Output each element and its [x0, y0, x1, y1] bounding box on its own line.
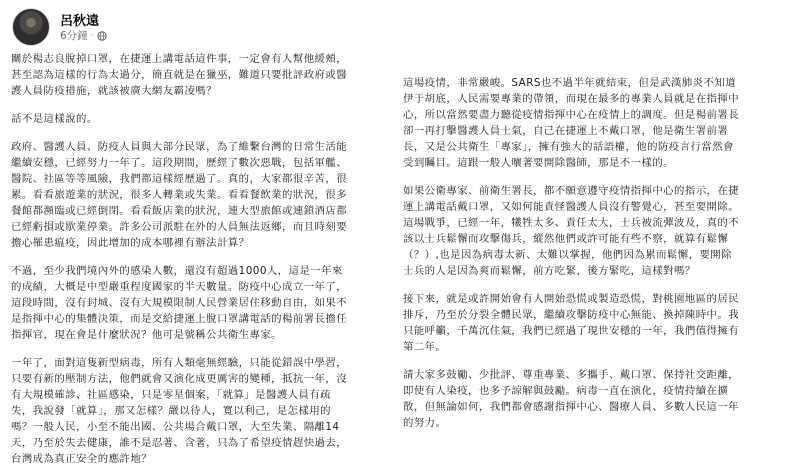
post-text-line: （？）,也是因為病毒太新、太難以掌握，他們因為累而鬆懈，要開除: [403, 249, 732, 261]
post-text-line: 繼續安穩，已經努力一年了。這段期間，歷經了數次惡戰，包括軍艦、: [11, 157, 348, 169]
paragraph-gap: [403, 171, 787, 183]
post-text-line: 天，乃至於失去健康，誰不是忍著、含著，只為了希望疫情趕快過去，: [11, 437, 348, 449]
globe-icon: [97, 31, 107, 41]
post-text-line: 第二年。: [403, 341, 447, 353]
post-paragraph: [11, 51, 387, 99]
paragraph-gap: [403, 355, 787, 367]
post-text-line: 散，但無論如何，我們都會感謝指揮中心、醫療人員、多數人民這一年: [403, 401, 740, 413]
post-text-line: 運上講電話戴口罩，又如何能責怪醫護人員沒有警覺心，甚至要開除。: [403, 201, 740, 213]
post-paragraph: [403, 291, 787, 355]
post-text-line: 是指揮中心的集體決策，而是交給捷運上脫口罩講電話的楊前署長擔任: [11, 313, 348, 325]
post-text-line: 這段時間，沒有封城、沒有大規模限制人民營業居住移動自由，如果不: [11, 297, 348, 309]
post-text-line: 伊于胡底，人民需要專業的帶領，而現在最多的專業人員就是在指揮中: [403, 93, 740, 105]
post-text-line: 政府、醫護人員、防疫人員與大部分民眾，為了維繫台灣的日常生活能: [11, 141, 348, 153]
post-text-line: 台灣成為真正安全的應許地？: [11, 453, 152, 465]
post-paragraph: [11, 139, 387, 251]
author-name[interactable]: 呂秋遠: [60, 14, 100, 29]
post-body-left-column: [11, 51, 387, 467]
post-header: [12, 8, 372, 48]
post-body-right-column: [403, 75, 787, 431]
post-text-line: 這場疫情，非常嚴峻。SARS也不過半年就結束，但是武漢肺炎不知道: [403, 77, 737, 89]
post-text-line: 該以士兵鬆懈而攻擊傷兵，縱然他們或許可能有些不察，就算有鬆懈: [403, 233, 729, 245]
post-text-line: 護人員防疫措施，就該被廣大網友霸凌嗎？: [11, 85, 217, 97]
paragraph-gap: [11, 343, 387, 355]
post-text-line: 話不是這樣說的。: [11, 113, 98, 125]
post-text-line: 指揮官，現在會是什麼狀況？他可是號稱公共衛生專家。: [11, 329, 283, 341]
post-text-line: 排斥，乃至於分裂全體民眾，繼續攻擊防疫中心無能、換掉陳時中。我: [403, 309, 740, 321]
post-paragraph: [11, 111, 387, 127]
post-text-line: 只要有新的壓制方法，他們就會又演化成更厲害的變種，抵抗一年，沒: [11, 373, 348, 385]
paragraph-gap: [11, 127, 387, 139]
paragraph-gap: [403, 279, 787, 291]
post-text-line: 接下來，就是或許開始會有人開始恐慌或製造恐慌，對桃園地區的居民: [403, 293, 740, 305]
post-text-line: 士兵的人是因為爽而鬆懈，前方吃緊，後方緊吃，這樣對嗎？: [403, 265, 696, 277]
post-paragraph: [11, 355, 387, 467]
post-text-line: 累。看看旅遊業的狀況，很多人轉業或失業。看看餐飲業的狀況，很多: [11, 189, 348, 201]
post-timestamp[interactable]: 6分鐘: [60, 30, 88, 42]
post-text-line: 的成績，大概是中型嚴重程度國家的半天數量。防疫中心成立一年了，: [11, 281, 348, 293]
post-meta: [60, 28, 107, 43]
post-text-line: 的努力。: [403, 417, 447, 429]
post-text-line: 一年了，面對這隻新型病毒，所有人類毫無經驗，只能從錯誤中學習，: [11, 357, 348, 369]
paragraph-gap: [11, 251, 387, 263]
post-paragraph: [11, 263, 387, 343]
post-text-line: 失，我說發「就算」，那又怎樣？嚴以待人，寬以利己，是怎樣用的: [11, 405, 332, 417]
avatar[interactable]: [12, 8, 50, 46]
post-text-line: 長，又是公共衛生「專家」，擁有強大的話語權，他的防疫言行當然會: [403, 141, 734, 153]
post-text-line: 關於楊志良脫掉口罩，在捷運上講電話這件事，一定會有人幫他緩頰，: [11, 53, 348, 65]
post-text-line: 已經虧損或歇業停業。許多公司派駐在外的人員無法返鄉，而且時刻要: [11, 221, 348, 233]
post-text-line: 這場戰爭，已經一年，犧牲太多、責任太大，士兵被流彈波及，真的不: [403, 217, 740, 229]
post-text-line: 卻一再打擊醫護人員士氣，自己在捷運上不戴口罩，他是衛生署前署: [403, 125, 729, 137]
post-text-line: 餐館都瀕臨或已經倒閉。看看飯店業的狀況，連大型旅館或連鎖酒店都: [11, 205, 348, 217]
post-text-line: 醫院、社區等等風險，我們都這樣經歷過了。真的，大家都很辛苦，很: [11, 173, 348, 185]
post-text-line: 受到矚目。這跟一般人嚷著要開除醫師，那是不一樣的。: [403, 157, 675, 169]
post-text-line: 擔心罹患瘟疫，因此增加的成本哪裡有辦法計算？: [11, 237, 250, 249]
post-text-line: 甚至認為這樣的行為太過分，簡直就是在獵巫，難道只要批評政府或醫: [11, 69, 348, 81]
paragraph-gap: [11, 99, 387, 111]
post-paragraph: [403, 367, 787, 431]
post-text-line: 嗎？一般人民，小至不能出國、公共場合戴口罩，大至失業、隔離14: [11, 421, 340, 433]
post-paragraph: [403, 183, 787, 279]
post-text-line: 不過，至少我們境內外的感染人數，還沒有超過1000人，這是一年來: [11, 265, 343, 277]
post-text-line: 即使有人染疫，也多予諒解與鼓勵。病毒一直在演化，疫情持續在擴: [403, 385, 729, 397]
post-text-line: 只能呼籲，千萬沉住氣，我們已經過了現世安穩的一年，我們值得擁有: [403, 325, 740, 337]
post-text-line: 如果公衛專家、前衛生署長，都不願意遵守疫情指揮中心的指示，在捷: [403, 185, 740, 197]
post-text-line: 有大規模確診、社區感染，只是零星個案，「就算」是醫護人員有疏: [11, 389, 332, 401]
post-text-line: 請大家多鼓勵、少批評、尊重專業、多攜手、戴口罩、保持社交距離，: [403, 369, 740, 381]
meta-separator: ·: [90, 30, 94, 41]
post-paragraph: [403, 75, 787, 171]
post-text-line: 心，所以當然要盡力聽從疫情指揮中心在疫情上的調度。但是楊前署長: [403, 109, 740, 121]
